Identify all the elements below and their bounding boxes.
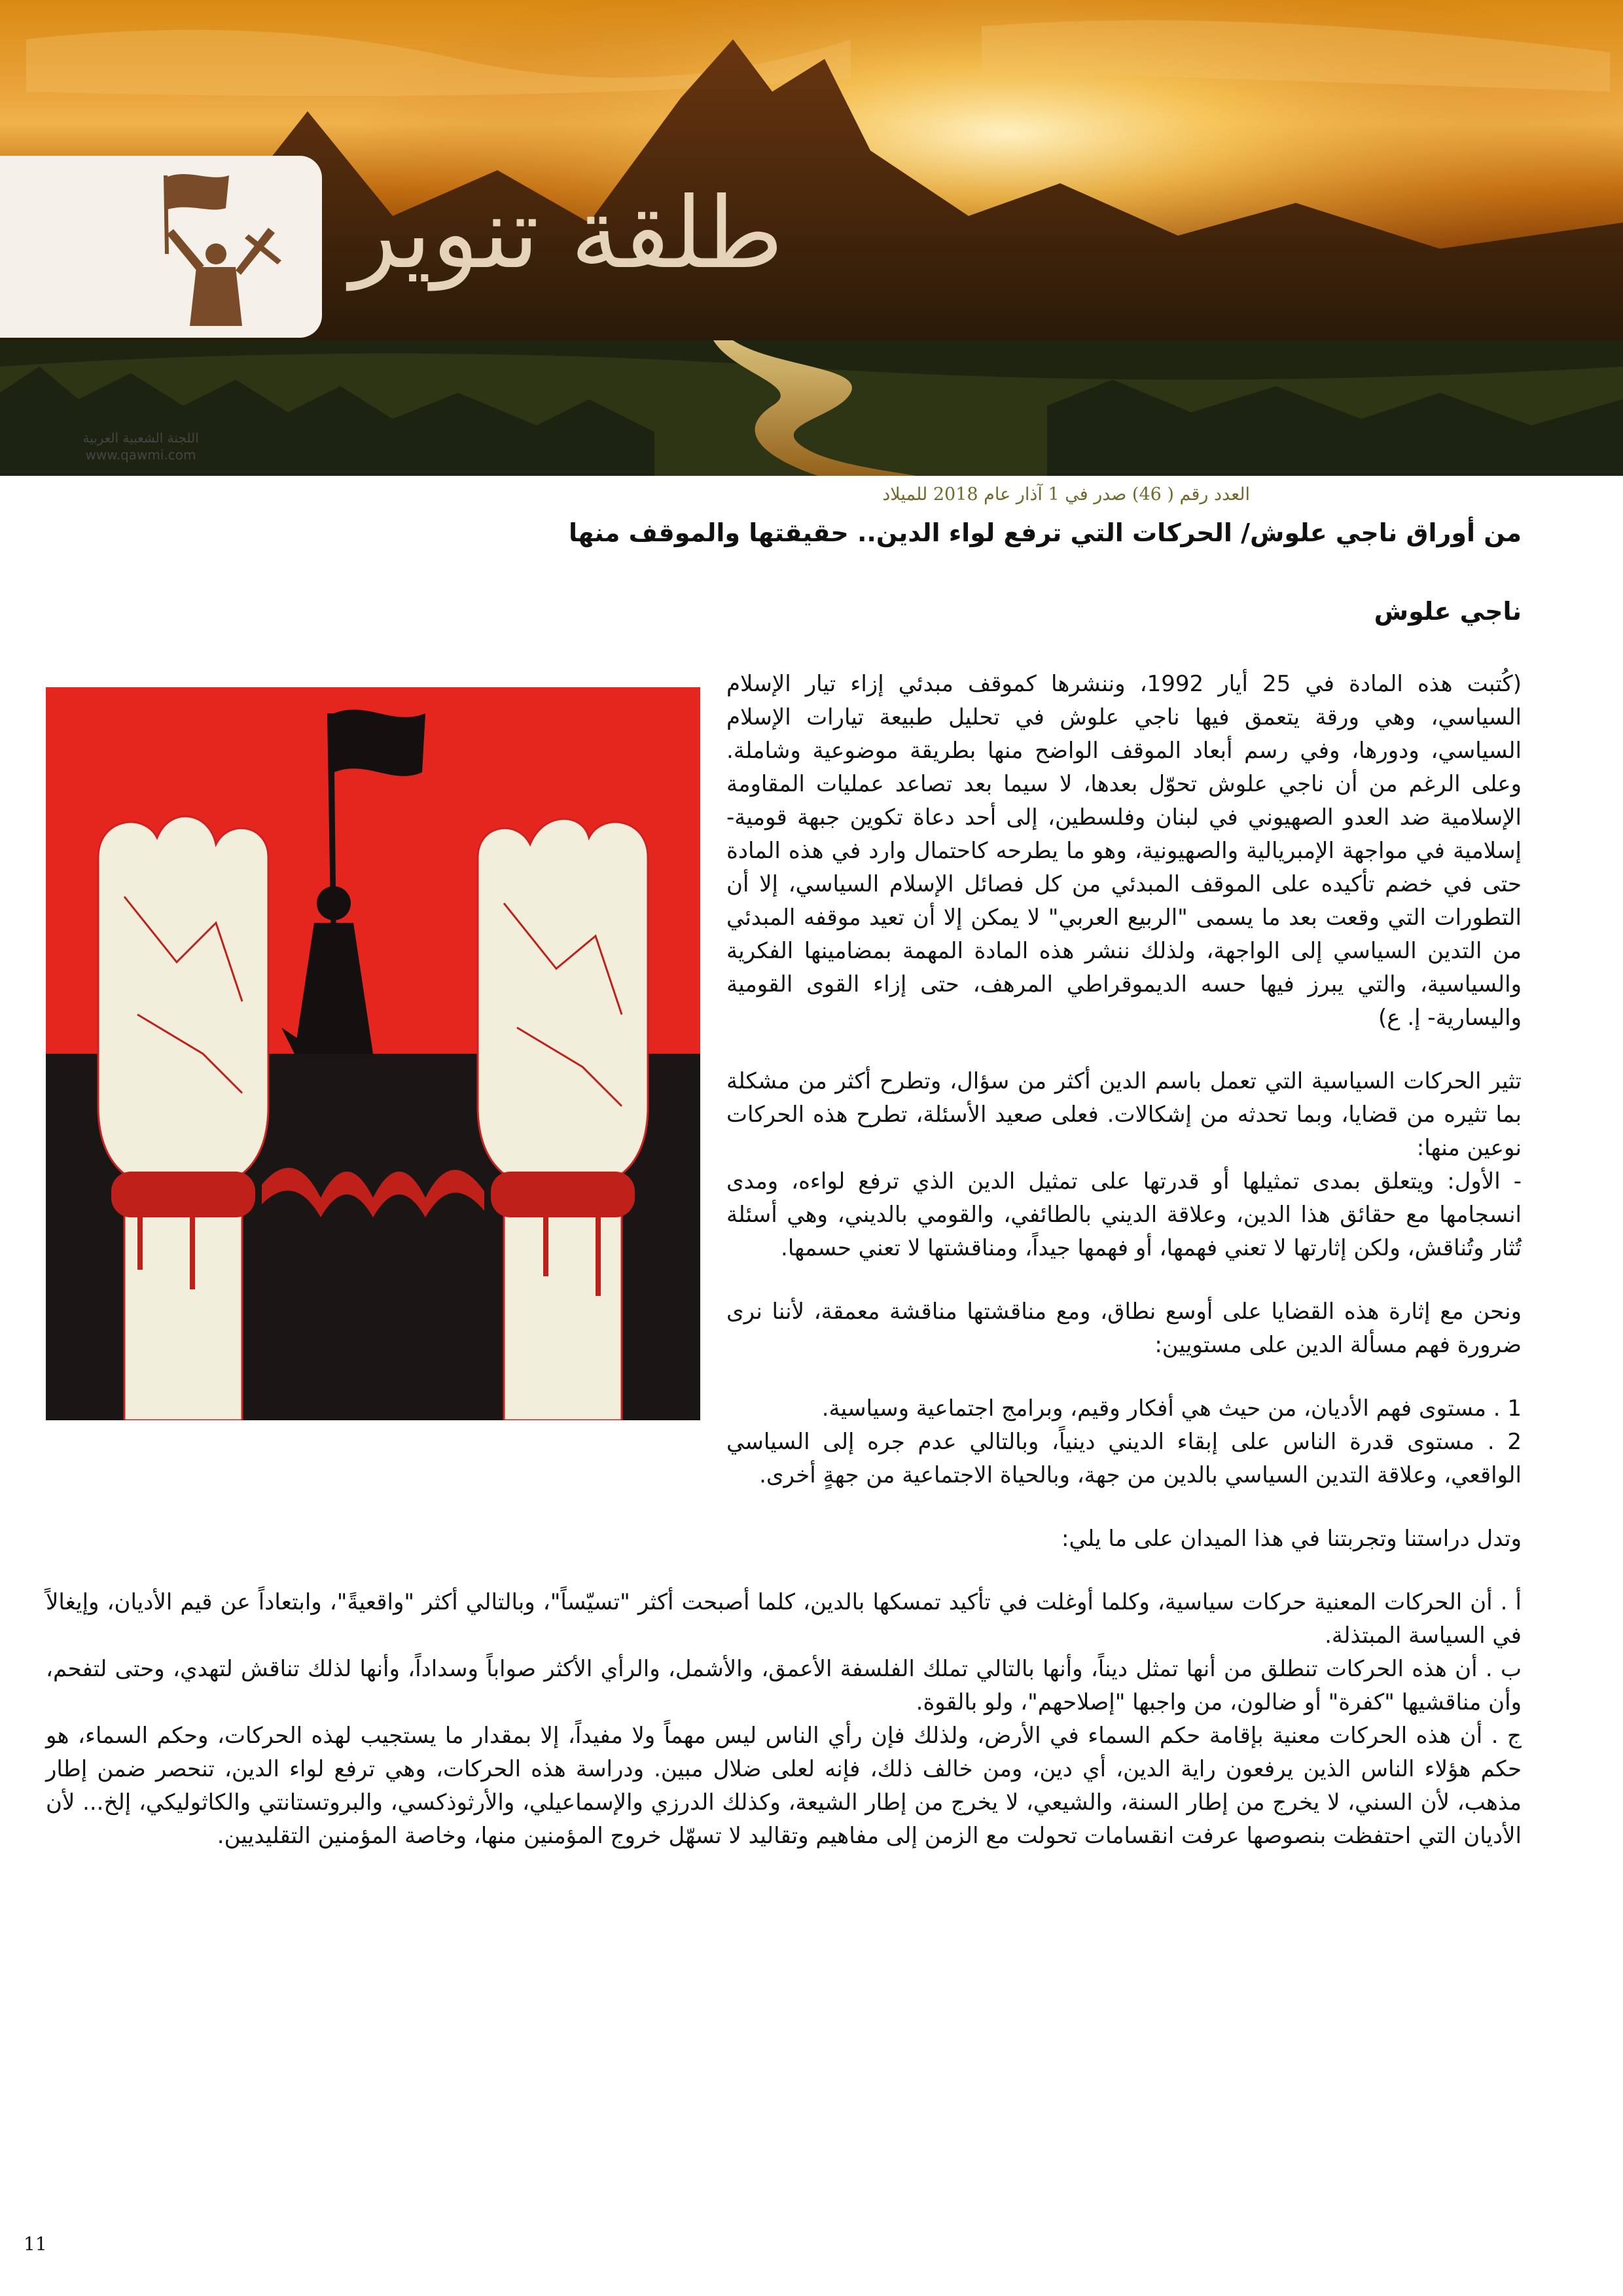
- finding-b: ب . أن هذه الحركات تنطلق من أنها تمثل ديناً، وأنها بالتالي تملك الفلسفة الأعمق، والأشمل، والرأي الأكثر صواباً وسداداً، وأنها لذلك تناقش لتهدي، وحتى لتفحم، وأن مناقشيها "كفرة" أو ضالون، من واجبها "إصلاحهم"، ولو بالقوة.: [46, 1656, 1522, 1715]
- header-banner: [0, 0, 1623, 476]
- page-number: 11: [24, 2233, 47, 2255]
- issue-line: العدد رقم ( 46) صدر في 1 آذار عام 2018 للميلاد: [882, 484, 1250, 505]
- logo-caption: اللجنة الشعبية العربية www.qawmi.com: [82, 430, 199, 463]
- paragraph-findings: وتدل دراستنا وتجربتنا في هذا الميدان على ما يلي:: [1061, 1526, 1522, 1552]
- list-item-2: 2 . مستوى قدرة الناس على إبقاء الديني دينياً، وبالتالي عدم جره إلى السياسي الواقعي، وعلاقة التدين السياسي بالدين من جهة، وبالحياة الاجتماعية من جهةٍ أخرى.: [726, 1429, 1522, 1488]
- fists-chains-illustration: [46, 687, 700, 1420]
- logo-fighter-flag-icon: [0, 156, 322, 338]
- finding-a: أ . أن الحركات المعنية حركات سياسية، وكلما أوغلت في تأكيد تمسكها بالدين، كلما أصبحت أكثر "تسيّساً"، وبالتالي أكثر "واقعيةً"، وابتعاداً عن قيم الأديان، وإيغالاً في السياسة المبتذلة.: [46, 1589, 1522, 1649]
- paragraph-questions: تثير الحركات السياسية التي تعمل باسم الدين أكثر من سؤال، وتطرح أكثر من مشكلة بما تثيره من قضايا، وبما تحدثه من إشكالات. فعلى صعيد الأسئلة، تطرح هذه الحركات نوعين منها:: [726, 1068, 1522, 1161]
- article-title: من أوراق ناجي علوش/ الحركات التي ترفع لواء الدين.. حقيقتها والموقف منها: [569, 518, 1522, 547]
- paragraph-first-question: - الأول: ويتعلق بمدى تمثيلها أو قدرتها على تمثيل الدين الذي ترفع لواءه، ومدى انسجامها مع حقائق هذا الدين، وعلاقة الديني بالطائفي، والقومي بالديني، وهي أسئلة تُثار وتُناقش، ولكن إثارتها لا تعني فهمها، أو فهمها جيداً، ومناقشتها لا تعني حسمها.: [726, 1168, 1522, 1261]
- publication-title-calligraphy: طلقة تنوير: [350, 177, 784, 291]
- list-item-1: 1 . مستوى فهم الأديان، من حيث هي أفكار وقيم، وبرامج اجتماعية وسياسية.: [821, 1395, 1522, 1422]
- paragraph-two-levels: ونحن مع إثارة هذه القضايا على أوسع نطاق، ومع مناقشتها مناقشة معمقة، لأننا نرى ضرورة فهم مسألة الدين على مستويين:: [726, 1299, 1522, 1358]
- article-body: [46, 668, 1522, 1853]
- paragraph-intro: (كُتبت هذه المادة في 25 أيار 1992، وننشرها كموقف مبدئي إزاء تيار الإسلام السياسي، وهي ورقة يتعمق فيها ناجي علوش في تحليل طبيعة تيارات الإسلام السياسي، ودورها، وفي رسم أبعاد الموقف الواضح منها بطريقة موضوعية وشاملة. وعلى الرغم من أن ناجي علوش تحوّل بعدها، لا سيما بعد تصاعد عمليات المقاومة الإسلامية ضد العدو الصهيوني في لبنان وفلسطين، إلى أحد دعاة تكوين جبهة قومية-إسلامية في مواجهة الإمبريالية والصهيونية، وهو ما يطرحه كاحتمال وارد في هذه المادة حتى في خضم تأكيده على الموقف المبدئي من كل فصائل الإسلام السياسي، إلا أن التطورات التي وقعت بعد ما يسمى "الربيع العربي" لا يمكن إلا أن تعيد موقفه المبدئي من التدين السياسي إلى الواجهة، ولذلك ننشر هذه المادة المهمة بمضامينها الفكرية والسياسية، والتي يبرز فيها حسه الديموقراطي المرهف، حتى إزاء القوى القومية واليسارية- إ. ع): [726, 671, 1522, 1031]
- article-author: ناجي علوش: [1374, 597, 1522, 626]
- finding-c: ج . أن هذه الحركات معنية بإقامة حكم السماء في الأرض، ولذلك فإن رأي الناس ليس مهماً ولا مفيداً، إلا بمقدار ما يستجيب لهذه الحركات، وحكم السماء، هو حكم هؤلاء الناس الذين يرفعون راية الدين، أي دين، ومن خالف ذلك، فإنه لعلى ضلال مبين. ودراسة هذه الحركات، وهي ترفع لواء الدين، تنحصر ضمن إطار مذهب، لأن السني، لا يخرج من إطار السنة، والشيعي، لا يخرج من إطار الشيعة، وكذلك الدرزي والإسماعيلي، والأرثوذكسي، والبروتستانتي والكاثوليكي، إلخ... لأن الأديان التي احتفظت بنصوصها عرفت انقسامات تحولت مع الزمن إلى مفاهيم وتقاليد لا تسهّل خروج المؤمنين منها، وخاصة المؤمنين التقليديين.: [46, 1723, 1522, 1849]
- logo-panel: [0, 156, 322, 463]
